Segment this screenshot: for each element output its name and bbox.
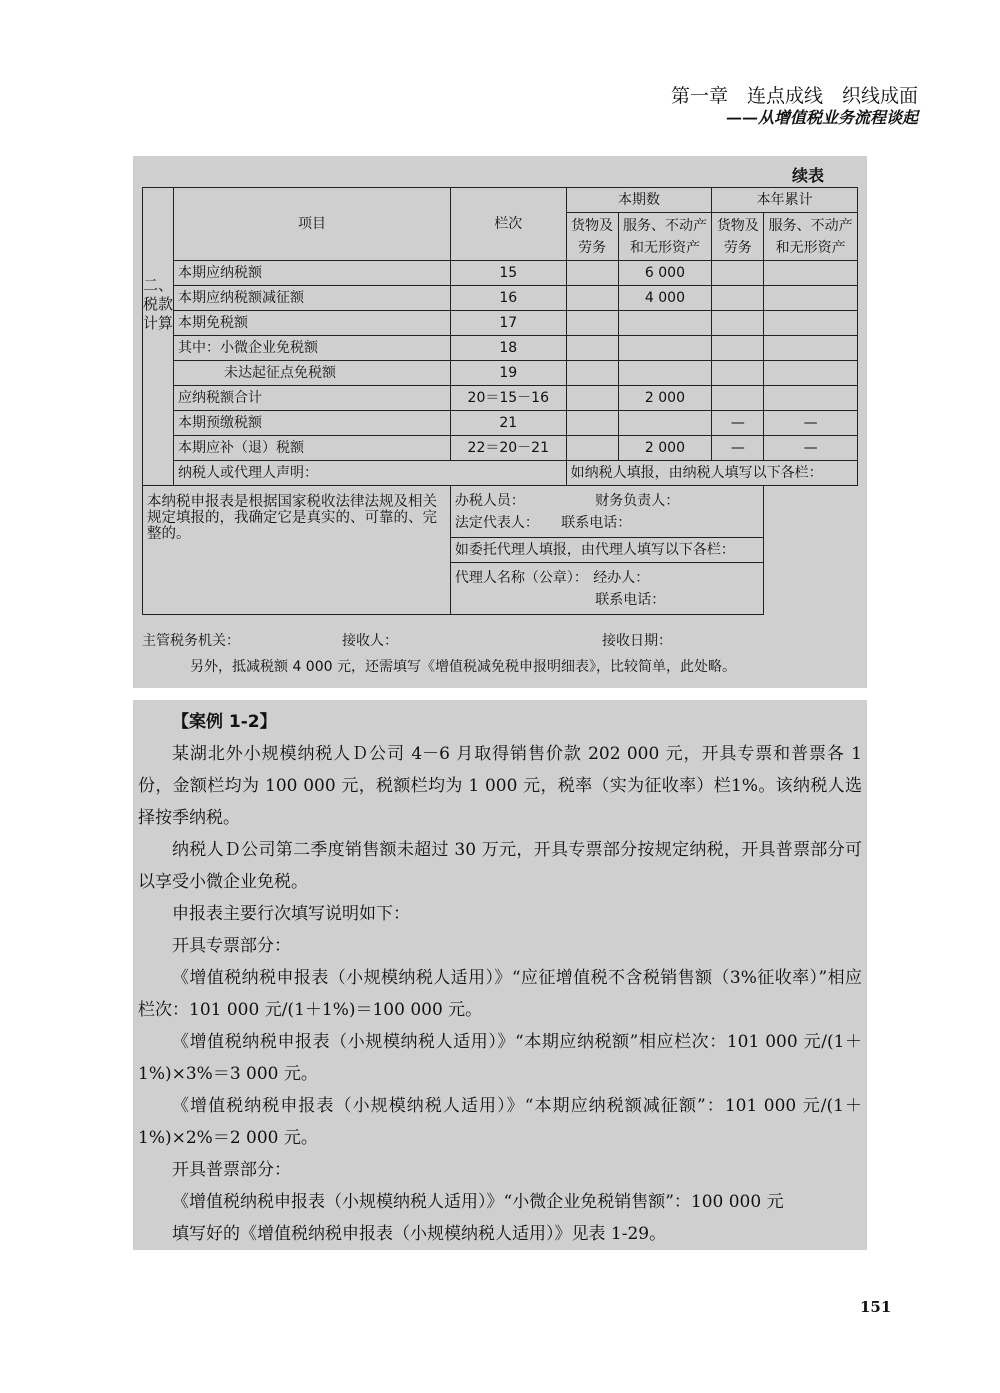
case-paragraph: 《增值税纳税申报表（小规模纳税人适用）》“小微企业免税销售额”：100 000 元 bbox=[172, 1192, 784, 1212]
case-paragraph: 申报表主要行次填写说明如下： bbox=[172, 904, 410, 924]
table-row bbox=[143, 286, 858, 311]
row-ytd-goods: — bbox=[712, 436, 764, 461]
row-services bbox=[618, 411, 712, 436]
case-paragraph: 《增值税纳税申报表（小规模纳税人适用）》“本期应纳税额”相应栏次：101 000 元/(1＋1%)×3%＝3 000 元。 bbox=[138, 1032, 862, 1084]
header-item: 项目 bbox=[174, 188, 451, 261]
footer-line bbox=[142, 630, 672, 650]
row-ytd-goods bbox=[712, 386, 764, 411]
row-ytd-services bbox=[764, 311, 858, 336]
phone-label: 联系电话： bbox=[561, 515, 632, 531]
section-label: 二、税款计算 bbox=[143, 276, 174, 332]
section-label-cell bbox=[143, 188, 174, 486]
table-row bbox=[143, 336, 858, 361]
taxpayer-sign-cell bbox=[450, 486, 763, 538]
row-line: 17 bbox=[450, 311, 566, 336]
finance-head-label: 财务负责人： bbox=[595, 493, 680, 509]
case-paragraph: 纳税人Ｄ公司第二季度销售额未超过 30 万元，开具专票部分按规定纳税，开具普票部分可以享受小微企业免税。 bbox=[138, 840, 862, 892]
row-line: 22＝20－21 bbox=[450, 436, 566, 461]
case-paragraph: 《增值税纳税申报表（小规模纳税人适用）》“应征增值税不含税销售额（3%征收率）”相应栏次：101 000 元/(1＋1%)＝100 000 元。 bbox=[138, 968, 862, 1020]
row-line: 16 bbox=[450, 286, 566, 311]
self-fill-label: 如纳税人填报，由纳税人填写以下各栏： bbox=[566, 461, 857, 486]
running-header bbox=[671, 84, 918, 128]
declaration-text: 本纳税申报表是根据国家税收法律法规及相关规定填报的，我确定它是真实的、可靠的、完整的。 bbox=[143, 486, 451, 615]
row-goods bbox=[566, 311, 618, 336]
row-item: 应纳税额合计 bbox=[174, 386, 451, 411]
chapter-title: 第一章 连点成线 织线成面 bbox=[670, 85, 918, 107]
row-ytd-services bbox=[764, 261, 858, 286]
row-ytd-goods bbox=[712, 336, 764, 361]
case-paragraph: 《增值税纳税申报表（小规模纳税人适用）》“本期应纳税额减征额”：101 000 元/(1＋1%)×2%＝2 000 元。 bbox=[138, 1096, 862, 1148]
row-line: 21 bbox=[450, 411, 566, 436]
row-goods bbox=[566, 411, 618, 436]
case-section bbox=[138, 706, 862, 1250]
row-ytd-goods bbox=[712, 261, 764, 286]
row-item: 其中：小微企业免税额 bbox=[174, 336, 451, 361]
case-paragraph: 某湖北外小规模纳税人Ｄ公司 4－6 月取得销售价款 202 000 元，开具专票和普票各 1 份，金额栏均为 100 000 元，税额栏均为 1 000 元，税率（实为征收率）栏1%。该纳税人选择按季纳税。 bbox=[138, 744, 862, 828]
row-ytd-goods: — bbox=[712, 411, 764, 436]
row-services: 6 000 bbox=[618, 261, 712, 286]
table-row bbox=[143, 361, 858, 386]
table-row bbox=[143, 311, 858, 336]
header-goods: 货物及劳务 bbox=[566, 213, 618, 261]
row-item: 本期预缴税额 bbox=[174, 411, 451, 436]
row-line: 15 bbox=[450, 261, 566, 286]
row-ytd-services bbox=[764, 386, 858, 411]
row-ytd-goods bbox=[712, 286, 764, 311]
header-ytd-goods: 货物及劳务 bbox=[712, 213, 764, 261]
note-text: 另外，抵减税额 4 000 元，还需填写《增值税减免税申报明细表》，比较简单，此处略。 bbox=[190, 659, 736, 675]
row-line: 19 bbox=[450, 361, 566, 386]
row-services bbox=[618, 311, 712, 336]
row-ytd-services bbox=[764, 361, 858, 386]
row-services: 2 000 bbox=[618, 436, 712, 461]
agent-name-label: 代理人名称（公章）： bbox=[454, 570, 588, 586]
row-ytd-services: — bbox=[764, 436, 858, 461]
row-line: 20＝15－16 bbox=[450, 386, 566, 411]
agent-fill-label: 如委托代理人填报，由代理人填写以下各栏： bbox=[450, 538, 763, 563]
row-ytd-services bbox=[764, 336, 858, 361]
header-services: 服务、不动产和无形资产 bbox=[618, 213, 712, 261]
header-ytd-services: 服务、不动产和无形资产 bbox=[764, 213, 858, 261]
table-row bbox=[143, 411, 858, 436]
header-current: 本期数 bbox=[566, 188, 712, 213]
case-title: 【案例 1-2】 bbox=[172, 712, 277, 732]
tax-officer-label: 办税人员： bbox=[454, 493, 525, 509]
row-item: 本期免税额 bbox=[174, 311, 451, 336]
legal-rep-label: 法定代表人： bbox=[454, 515, 539, 531]
chapter-subtitle: ——从增值税业务流程谈起 bbox=[725, 108, 918, 127]
row-ytd-services: — bbox=[764, 411, 858, 436]
row-goods bbox=[566, 361, 618, 386]
receiver-label: 接收人： bbox=[342, 633, 398, 649]
row-ytd-goods bbox=[712, 361, 764, 386]
row-goods bbox=[566, 336, 618, 361]
authority-label: 主管税务机关： bbox=[142, 633, 240, 649]
table-row bbox=[143, 386, 858, 411]
table-row bbox=[143, 261, 858, 286]
continued-label: 续表 bbox=[792, 166, 825, 185]
row-ytd-services bbox=[764, 286, 858, 311]
row-item: 本期应纳税额 bbox=[174, 261, 451, 286]
row-services: 4 000 bbox=[618, 286, 712, 311]
row-goods bbox=[566, 436, 618, 461]
row-goods bbox=[566, 286, 618, 311]
declarant-label: 纳税人或代理人声明： bbox=[174, 461, 567, 486]
handler-label: 经办人： bbox=[593, 570, 650, 586]
agent-sign-cell bbox=[450, 563, 763, 615]
page-number: 151 bbox=[860, 1298, 892, 1316]
case-paragraph: 填写好的《增值税纳税申报表（小规模纳税人适用）》见表 1-29。 bbox=[172, 1224, 667, 1244]
agent-phone-label: 联系电话： bbox=[595, 592, 666, 608]
row-line: 18 bbox=[450, 336, 566, 361]
header-line: 栏次 bbox=[450, 188, 566, 261]
case-paragraph: 开具专票部分： bbox=[172, 936, 291, 956]
row-services bbox=[618, 361, 712, 386]
row-item: 本期应纳税额减征额 bbox=[174, 286, 451, 311]
row-services bbox=[618, 336, 712, 361]
row-goods bbox=[566, 386, 618, 411]
row-item: 本期应补（退）税额 bbox=[174, 436, 451, 461]
row-goods bbox=[566, 261, 618, 286]
row-item: 未达起征点免税额 bbox=[174, 361, 451, 386]
case-paragraph: 开具普票部分： bbox=[172, 1160, 291, 1180]
receive-date-label: 接收日期： bbox=[602, 633, 672, 649]
row-ytd-goods bbox=[712, 311, 764, 336]
header-ytd: 本年累计 bbox=[712, 188, 858, 213]
tax-return-table bbox=[142, 187, 858, 615]
row-services: 2 000 bbox=[618, 386, 712, 411]
table-row bbox=[143, 436, 858, 461]
